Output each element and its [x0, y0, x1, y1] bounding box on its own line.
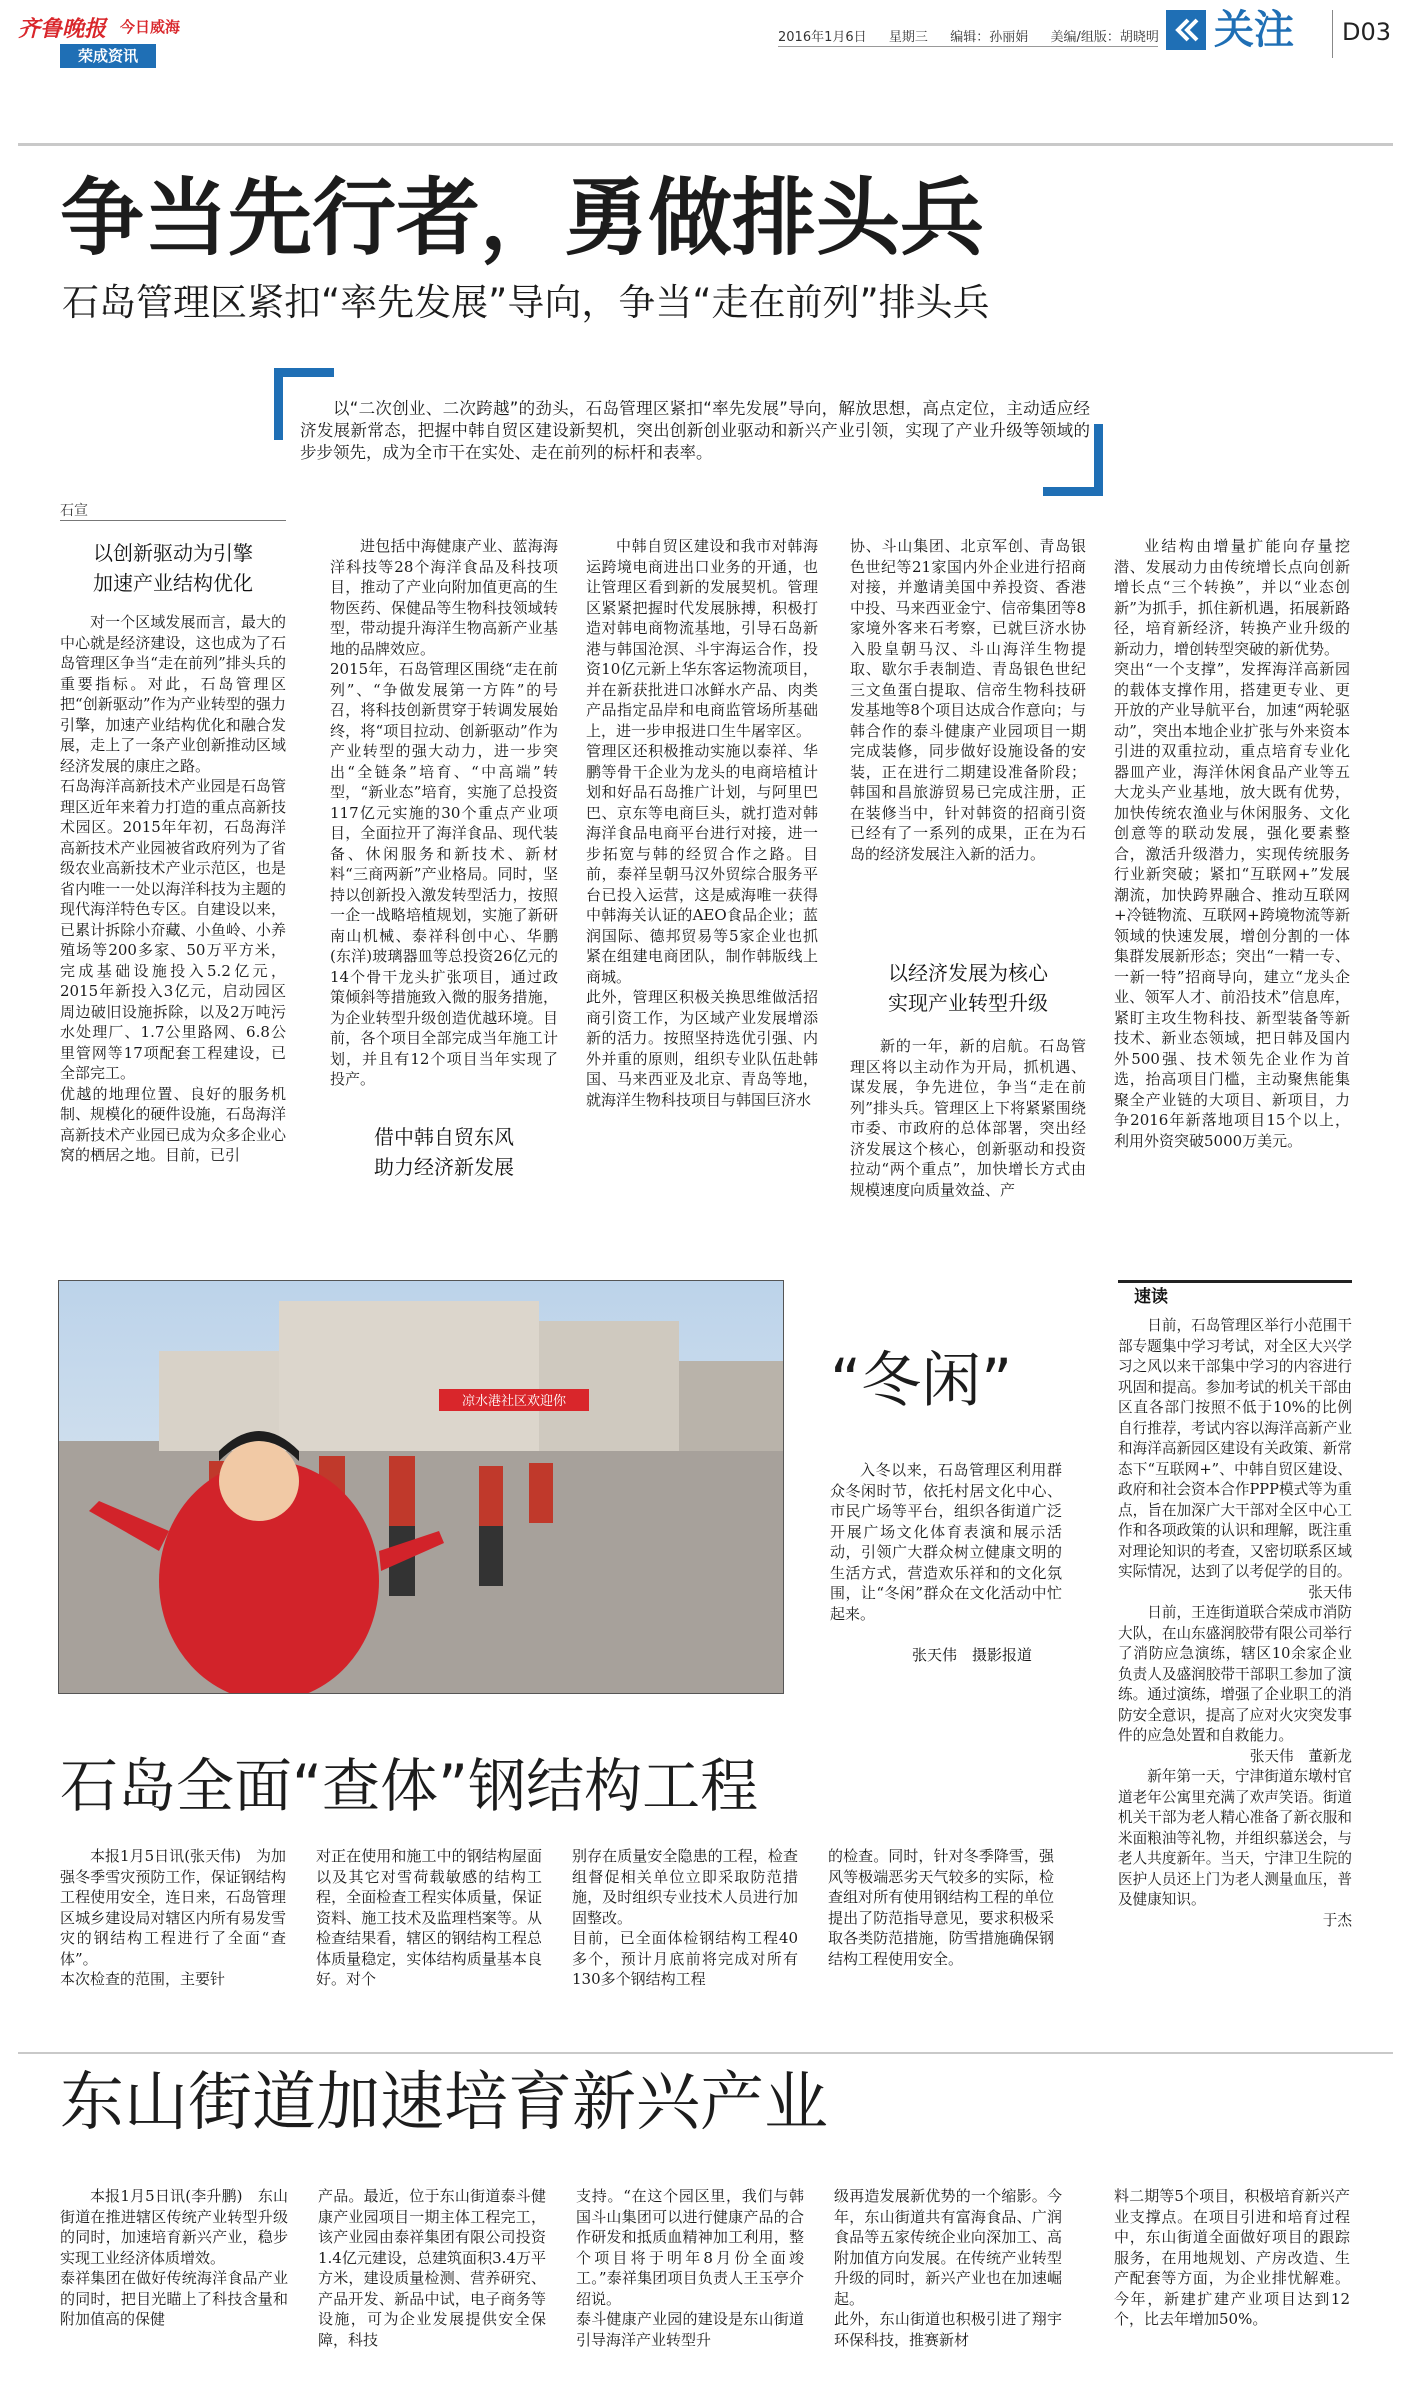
header-info — [778, 26, 1159, 45]
section-tag: 荣成资讯 — [60, 44, 156, 68]
article3-col-1: 本报1月5日讯(李升鹏) 东山街道在推进辖区传统产业转型升级的同时，加速培育新兴产业，稳步实现工业经济体质增效。 泰祥集团在做好传统海洋食品产业的同时，把目光瞄上了科技含量和附加值高的保健 — [60, 2187, 288, 2328]
lead-intro: 以“二次创业、二次跨越”的劲头，石岛管理区紧扣“率先发展”导向，解放思想，高点定位，主动适应经济发展新常态，把握中韩自贸区建设新契机，突出创新创业驱动和新兴产业引领，实现了产业升级等领域的步步领先，成为全市干在实处、走在前列的标杆和表率。 — [300, 399, 1090, 462]
article3-col-2: 产品。最近，位于东山街道泰斗健康产业园项目一期主体工程完工，该产业园由泰祥集团有限公司投资1.4亿元建设，总建筑面积3.4万平方米，建设质量检测、营养研究、产品开发、新品中试，电子商务等设施，可为企业发展提供安全保障，科技 — [318, 2187, 546, 2349]
lead-subhead-3: 以经济发展为核心 实现产业转型升级 — [888, 961, 1048, 1015]
edition-name: 今日威海 — [120, 18, 181, 36]
masthead — [0, 0, 1409, 75]
brief-item-2: 日前，王连街道联合荣成市消防大队，在山东盛润胶带有限公司举行了消防应急演练，辖区10余家企业负责人及盛润胶带干部职工参加了演练。通过演练，增强了企业职工的消防安全意识，提高了应对火灾突发事件的应急处置和自救能力。 — [1118, 1604, 1352, 1744]
issue-weekday: 星期三 — [888, 30, 928, 45]
brand-logo: 齐鲁晚报 — [18, 16, 107, 42]
brief-item-3: 新年第一天，宁津街道东墩村官道老年公寓里充满了欢声笑语。街道机关干部为老人精心准备了新衣服和米面粮油等礼物，并组织慕送会，与老人共度新年。当天，宁津卫生院的医护人员还上门为老人测量血压，普及健康知识。 — [1118, 1768, 1352, 1908]
column-chevron-icon — [1166, 10, 1206, 50]
editor-credit: 编辑：孙丽娟 — [950, 30, 1029, 45]
intro-bracket-right-bottom — [1043, 487, 1103, 496]
intro-bracket-left — [274, 368, 283, 440]
brief-label — [1118, 1280, 1352, 1311]
photo-banner-text: 凉水港社区欢迎你 — [461, 1394, 567, 1409]
article2-col-1: 本报1月5日讯(张天伟) 为加强冬季雪灾预防工作，保证钢结构工程使用安全，连日来，石岛管理区城乡建设局对辖区内所有易发雪灾的钢结构工程进行了全面“查体”。 本次检查的范围，主要针 — [60, 1847, 286, 1988]
brief-author-2: 张天伟 董新龙 — [1249, 1747, 1352, 1765]
lead-col-4b: 新的一年，新的启航。石岛管理区将以主动作为开局，抓机遇、谋发展，争先进位，争当“走在前列”排头兵。管理区上下将紧紧围绕市委、市政府的总体部署，突出经济发展这个核心，创新驱动和投资拉动“两个重点”，加快增长方式由规模速度向质量效益、产 — [850, 1037, 1086, 1199]
lead-col-5: 业结构由增量扩能向存量挖潜、发展动力由传统增长点向创新增长点“三个转换”，并以“业态创新”为抓手，抓住新机遇，拓展新路径，培育新经济，转换产业升级的新动力，增创转型突破的新优势。 突出“一个支撑”，发挥海洋高新园的载体支撑作用，搭建更专业、更开放的产业导航平台，加速“两轮驱动”，突出本地企业扩张与外来资本引进的双重拉动，重点培育专业化器皿产业，海洋休闲食品产业等五大龙头产业基地，放大既有优势，加快传统农渔业与休闲服务、文化创意等的联动发展，强化要素整合，激活升级潜力，实现传统服务行业新突破；紧扣“互联网+”发展潮流，加快跨界融合、推动互联网+冷链物流、互联网+跨境物流等新领域的快速发展，增创分割的一体集群发展新形态；突出“一精一专、一新一特”招商导向，建立“龙头企业、领军人才、前沿技术”信息库，紧盯主攻生物科技、新型装备等新技术、新业态领域，把日韩及国内外500强、技术领先企业作为首选，抬高项目门槛，主动聚焦能集聚全产业链的大项目、新项目，力争2016年新落地项目15个以上，利用外资突破5000万美元。 — [1114, 537, 1350, 1150]
lead-col-3: 中韩自贸区建设和我市对韩海运跨境电商进出口业务的开通，也让管理区看到新的发展契机。管理区紧紧把握时代发展脉搏，积极打造对韩电商物流基地，引导石岛新港与韩国沧溟、斗宇海运合作，投资10亿元新上华东客运物流项目，并在新获批进口冰鲜水产品、肉类产品指定品岸和电商监管场所基础上，进一步申报进口生牛屠宰区。 管理区还积极推动实施以泰祥、华鹏等骨干企业为龙头的电商培植计划和好品石岛推广计划，与阿里巴巴、京东等电商巨头，就打造对韩海洋食品电商平台进行对接，进一步拓宽与韩的经贸合作之路。目前，泰祥呈朝马汉外贸综合服务平台已投入运营，这是威海唯一获得中韩海关认证的AEO食品企业；蓝润国际、德邦贸易等5家企业也抓紧在组建电商团队，制作韩版线上商城。 此外，管理区积极关换思维做活招商引资工作，为区域产业发展增添新的活力。按照坚持选优引强、内外并重的原则，组织专业队伍赴韩国、马来西亚及北京、青岛等地，就海洋生物科技项目与韩国巨济水 — [586, 537, 818, 1109]
intro-bracket-right — [1094, 424, 1103, 496]
designer-credit: 美编/组版：胡晓明 — [1050, 30, 1159, 45]
brief-author-3: 于杰 — [1322, 1911, 1352, 1929]
lead-subhead-2: 借中韩自贸东风 助力经济新发展 — [374, 1125, 514, 1179]
photo-credit: 张天伟 摄影报道 — [912, 1646, 1033, 1664]
article2-col-4: 的检查。同时，针对冬季降雪，强风等极端恶劣天气较多的实际，检查组对所有使用钢结构工程的单位提出了防范指导意见，要求积极采取各类防范措施，防雪措施确保钢结构工程使用安全。 — [828, 1847, 1054, 1968]
issue-date: 2016年1月6日 — [778, 30, 867, 45]
article2-col-2: 对正在使用和施工中的钢结构屋面以及其它对雪荷载敏感的结构工程，全面检查工程实体质量，保证资料、施工技术及监理档案等。从检查结果看，辖区的钢结构工程总体质量稳定，实体结构质量基本良好。对个 — [316, 1847, 542, 1988]
article3-col-4: 级再造发展新优势的一个缩影。今年，东山街道共有富海食品、广润食品等五家传统企业向深加工、高附加值方向发展。在传统产业转型升级的同时，新兴产业也在加速崛起。 此外，东山街道也积极引进了翔宇环保科技，推赛新材 — [834, 2187, 1062, 2349]
article2-col-3: 别存在质量安全隐患的工程，检查组督促相关单位立即采取防范措施，及时组织专业技术人员进行加固整改。 目前，已全面体检钢结构工程40多个，预计月底前将完成对所有130多个钢结构工程 — [572, 1847, 798, 1988]
lead-byline: 石宣 — [60, 503, 88, 519]
lead-subtitle: 石岛管理区紧扣“率先发展”导向，争当“走在前列”排头兵 — [62, 281, 990, 324]
lead-col-1: 对一个区域发展而言，最大的中心就是经济建设，这也成为了石岛管理区争当“走在前列”排头兵的重要指标。对此，石岛管理区把“创新驱动”作为产业转型的强力引擎，加速产业结构优化和融合发展，走上了一条产业创新推动区域经济发展的康庄之路。 石岛海洋高新技术产业园是石岛管理区近年来着力打造的重点高新技术园区。2015年年初，石岛海洋高新技术产业园被省政府列为了省级农业高新技术产业示范区，也是省内唯一一处以海洋科技为主题的现代海洋特色专区。自建设以来，已累计拆除小夼藏、小鱼岭、小养殖场等200多家、50万平方米，完成基础设施投入5.2亿元，2015年新投入3亿元，启动园区周边破旧设施拆除，以及2万吨污水处理厂、1.7公里路网、6.8公里管网等17项配套工程建设，已全部完工。 优越的地理位置、良好的服务机制、规模化的硬件设施，石岛海洋高新技术产业园已成为众多企业心窝的栖居之地。目前，已引 — [60, 613, 286, 1164]
column-label: 关注 — [1214, 7, 1294, 53]
article3-col-3: 支持。“在这个园区里，我们与韩国斗山集团可以进行健康产品的合作研发和抵质血精神加工利用，整个项目将于明年8月份全面竣工。”泰祥集团项目负责人王玉亭介绍说。 泰斗健康产业园的建设是东山街道引导海洋产业转型升 — [576, 2187, 804, 2349]
photo-square-dancers — [58, 1280, 784, 1694]
article3-title: 东山街道加速培育新兴产业 — [60, 2066, 828, 2140]
lead-col-4a: 协、斗山集团、北京军创、青岛银色世纪等21家国内外企业进行招商对接，并邀请美国中养投资、香港中投、马来西亚金宁、信帝集团等8家境外客来石考察，已就巨济水协入股皇朝马汉、斗山海洋生物提取、歇尔手表制造、青岛银色世纪三文鱼蛋白提取、信帝生物科技研发基地等8个项目达成合作意向；与韩合作的泰斗健康产业园项目一期完成装修，同步做好设施设备的安装，正在进行二期建设准备阶段；韩国和昌旅游贸易已完成注册，正在装修当中，针对韩资的招商引资已经有了一系列的成果，正在为石岛的经济发展注入新的活力。 — [850, 537, 1086, 863]
lead-subhead-1: 以创新驱动为引擎 加速产业结构优化 — [93, 541, 253, 595]
article3-col-5: 料二期等5个项目，积极培育新兴产业支撑点。在项目引进和培育过程中，东山街道全面做好项目的跟踪服务，在用地规划、产房改造、生产配套等方面，为企业排忧解难。今年，新建扩建产业项目达到12个，比去年增加50%。 — [1114, 2187, 1350, 2328]
brief-list — [1118, 1316, 1352, 2076]
brief-item-1: 日前，石岛管理区举行小范围干部专题集中学习考试，对全区大兴学习之风以来干部集中学习的内容进行巩固和提高。参加考试的机关干部由区直各部门按照不低于10%的比例自行推荐，考试内容以海洋高新产业和海洋高新园区建设有关政策、新常态下“互联网+”、中韩自贸区建设、政府和社会资本合作PPP模式等为重点，旨在加深广大干部对全区中心工作和各项政策的认识和理解，既注重对理论知识的考查，又密切联系区域实际情况，达到了以考促学的目的。 — [1118, 1317, 1352, 1580]
brief-author-1: 张天伟 — [1308, 1583, 1352, 1601]
page-number: D03 — [1342, 18, 1392, 46]
lead-col-2: 进包括中海健康产业、蓝海海洋科技等28个海洋食品及科技项目，推动了产业向附加值更高的生物医药、保健品等生物科技领域转型，带动提升海洋生物高新产业基地的品牌效应。 2015年，石岛管理区围绕“走在前列”、“争做发展第一方阵”的号召，将科技创新贯穿于转调发展始终，将“项目拉动、创新驱动”作为产业转型的强大动力，进一步突出“全链条”培育、“中高端”转型，“新业态”培育，实施了总投资117亿元实施的30个重点产业项目，全面拉开了海洋食品、现代装备、休闲服务和新技术、新材料“三商两新”产业格局。同时，坚持以创新投入激发转型活力，按照一企一战略培植规划，实施了新研南山机械、泰祥科创中心、华鹏(东洋)玻璃器皿等总投资26亿元的14个骨干龙头扩张项目，通过政策倾斜等措施致入微的服务措施，为企业转型升级创造优越环境。目前，各个项目全部完成当年施工计划，并且有12个项目当年实现了投产。 — [330, 537, 558, 1088]
intro-bracket-left-top — [274, 368, 334, 377]
lead-title: 争当先行者，勇做排头兵 — [60, 169, 985, 267]
photo-story-text: 入冬以来，石岛管理区利用群众冬闲时节，依托村居文化中心、市民广场等平台，组织各街道广泛开展广场文化体育表演和展示活动，引领广大群众树立健康文明的生活方式，营造欢乐祥和的文化氛围，让“冬闲”群众在文化活动中忙起来。 — [830, 1461, 1062, 1623]
brief-label-text: 速读 — [1134, 1287, 1168, 1307]
photo-story-title: “冬闲” — [830, 1346, 1013, 1416]
article2-title: 石岛全面“查体”钢结构工程 — [60, 1752, 759, 1820]
